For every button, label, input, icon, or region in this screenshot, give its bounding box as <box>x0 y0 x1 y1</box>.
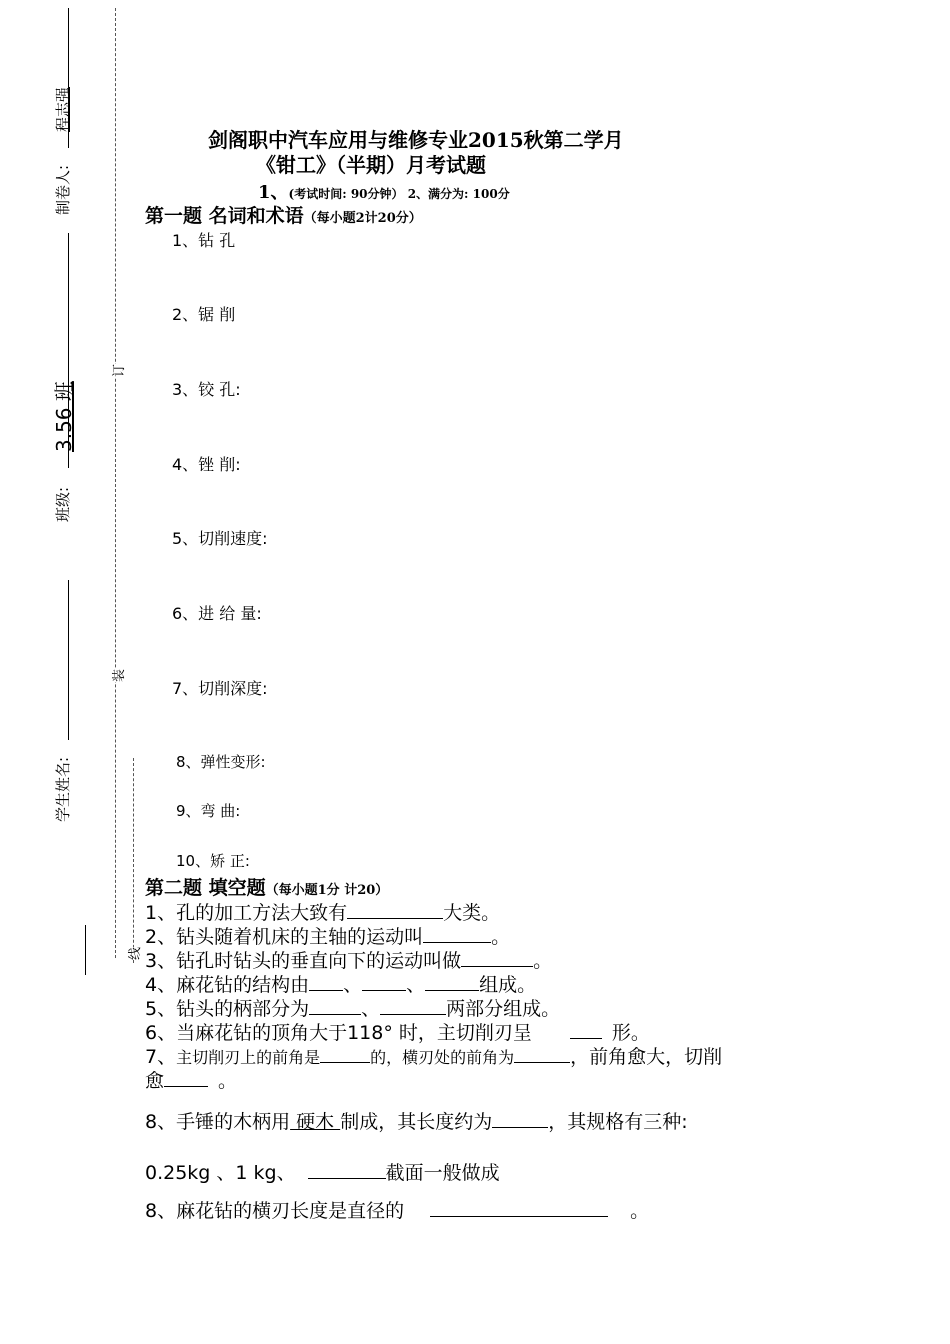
term-item-5: 5、切削速度: <box>172 529 268 548</box>
term-item-2: 2、锯 削 <box>172 305 236 324</box>
answer-blank[interactable] <box>164 1068 208 1087</box>
fill-question-4: 4、麻花钻的结构由 、 、 组成。 <box>145 974 537 996</box>
section2-note: （每小题1分 计20） <box>265 883 389 898</box>
term-item-10: 10、矫 正: <box>176 852 250 870</box>
fill-question-5: 5、钻头的柄部分为 、 两部分组成。 <box>145 998 561 1020</box>
answer-blank[interactable] <box>308 1160 386 1179</box>
section1-title <box>145 201 422 228</box>
term-item-8: 8、弹性变形: <box>176 753 266 771</box>
term-item-9: 9、弯 曲: <box>176 802 241 820</box>
filled-answer: 硬木 <box>290 1111 341 1133</box>
class-value-text: 3.56 班 <box>52 381 76 452</box>
answer-blank[interactable] <box>461 948 533 967</box>
fill-question-2: 2、钻头随着机床的主轴的运动叫 。 <box>145 926 511 948</box>
fill-question-9: 8、麻花钻的横刃长度是直径的 。 <box>145 1200 650 1222</box>
section1-note: （每小题2计20分） <box>303 211 422 226</box>
term-item-1: 1、钻 孔 <box>172 231 236 250</box>
term-item-6: 6、进 给 量: <box>172 604 262 623</box>
answer-blank[interactable] <box>309 996 361 1015</box>
fill-question-1: 1、孔的加工方法大致有 大类。 <box>145 902 501 924</box>
answer-blank[interactable] <box>570 1020 602 1039</box>
binding-mark-xian: 线 <box>124 947 143 960</box>
fill-question-8: 8、手锤的木柄用 硬木 制成，其长度约为 ，其规格有三种: <box>145 1111 688 1133</box>
binding-dashed-line <box>115 8 116 958</box>
binding-dashed-line-2 <box>133 758 134 963</box>
fill-question-3: 3、钻孔时钻头的垂直向下的运动叫做 。 <box>145 950 553 972</box>
binding-mark-ding: 订 <box>108 364 127 377</box>
maker-name-text: 程志强 <box>54 86 72 132</box>
fill-question-7-cont: 愈 。 <box>145 1070 238 1092</box>
answer-blank[interactable] <box>362 972 406 991</box>
answer-blank[interactable] <box>492 1109 548 1128</box>
answer-blank[interactable] <box>309 972 343 991</box>
section2-title <box>145 873 388 900</box>
exam-title-line2: 《钳工》（半期）月考试题 <box>256 153 486 177</box>
answer-blank[interactable] <box>320 1044 370 1063</box>
answer-blank[interactable] <box>347 900 443 919</box>
exam-title-line1: 剑阁职中汽车应用与维修专业2015秋第二学月 <box>208 128 624 152</box>
answer-blank[interactable] <box>425 972 479 991</box>
term-item-4: 4、锉 削: <box>172 455 241 474</box>
student-name-label: 学生姓名: <box>54 756 72 822</box>
answer-blank[interactable] <box>514 1044 570 1063</box>
fill-question-7: 7、主切削刃上的前角是 的，横刃处的前角为 ，前角愈大，切削 <box>145 1046 723 1068</box>
margin-line-lower <box>68 580 69 740</box>
answer-blank[interactable] <box>380 996 446 1015</box>
margin-line-bottom <box>85 925 86 975</box>
answer-blank[interactable] <box>423 924 491 943</box>
maker-label: 制卷人: <box>54 164 72 215</box>
fill-question-8-cont: 0.25kg 、1 kg、 截面一般做成 <box>145 1162 500 1184</box>
class-label: 班级: <box>54 486 72 522</box>
answer-blank[interactable] <box>430 1198 608 1217</box>
section1-title-text: 第一题 名词和术语 <box>145 205 304 227</box>
exam-info-text: (考试时间: 90分钟） 2、满分为: 100分 <box>288 187 510 201</box>
fill-question-6: 6、当麻花钻的顶角大于118° 时，主切削刃呈 形。 <box>145 1022 650 1044</box>
binding-mark-zhuang: 装 <box>108 669 127 682</box>
class-value <box>48 381 77 452</box>
term-item-3: 3、铰 孔: <box>172 380 241 399</box>
term-item-7: 7、切削深度: <box>172 679 268 698</box>
section2-title-text: 第二题 填空题 <box>145 877 266 899</box>
maker-name <box>52 87 73 132</box>
exam-info-number: 1、 <box>258 182 289 203</box>
